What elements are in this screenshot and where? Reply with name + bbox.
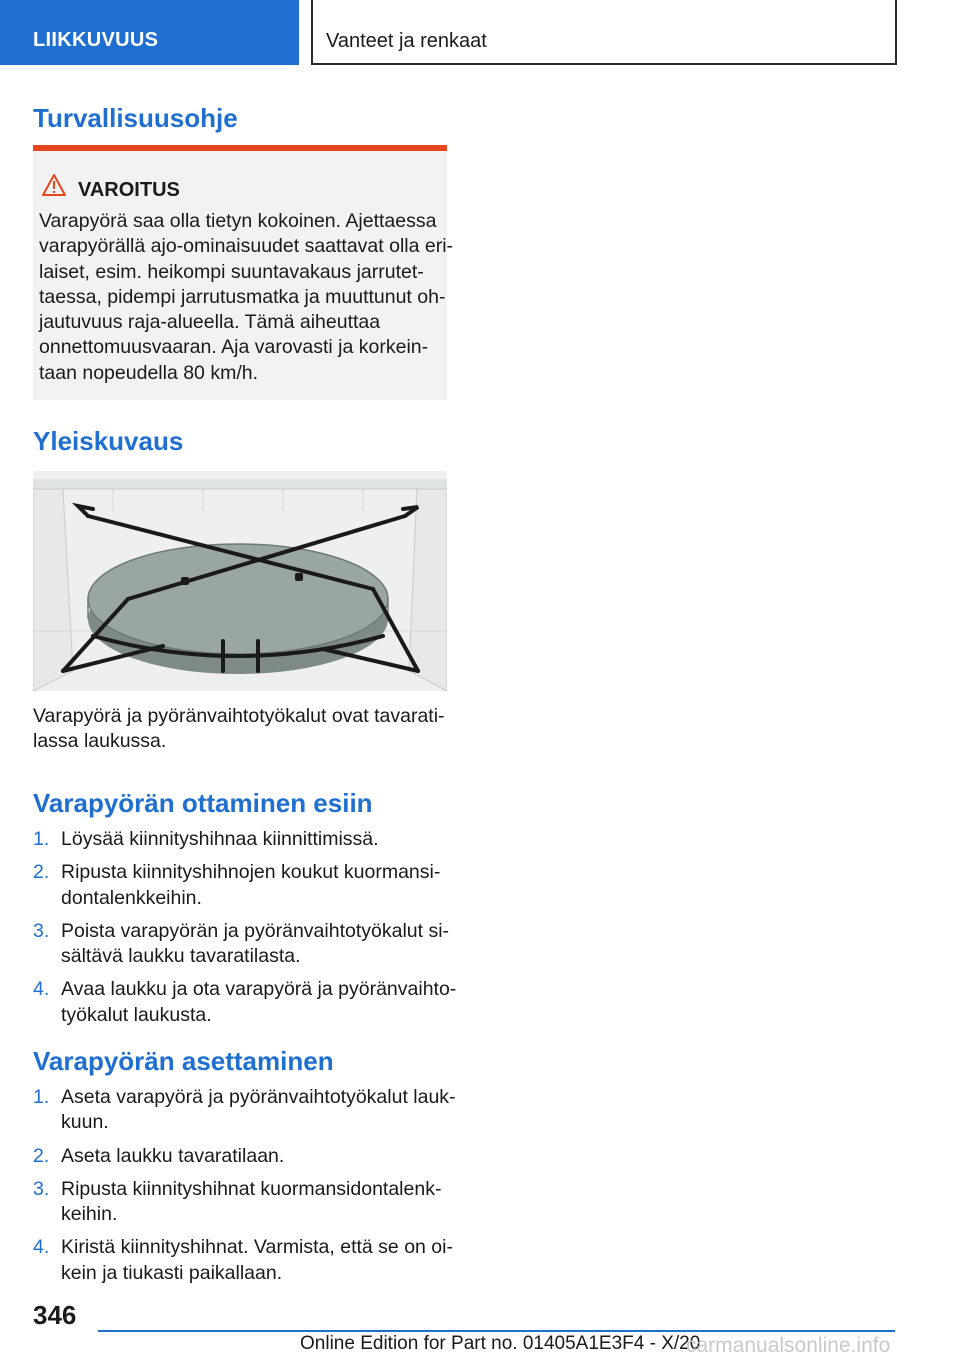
overview-heading: Yleiskuvaus	[33, 426, 184, 456]
step-text: kuun.	[61, 1111, 109, 1134]
watermark: carmanualsonline.info	[686, 1334, 891, 1357]
warning-box	[33, 145, 454, 400]
step-number: 1.	[33, 828, 50, 850]
removal-heading: Varapyörän ottaminen esiin	[33, 788, 373, 818]
chapter-header	[311, 0, 897, 65]
footer-divider	[98, 1330, 895, 1332]
list-item	[33, 827, 453, 852]
spare-wheel-illustration	[33, 471, 447, 691]
step-number: 4.	[33, 978, 50, 1001]
list-item	[33, 1144, 453, 1169]
section-tab	[0, 0, 299, 65]
figure-caption	[33, 704, 447, 755]
list-item	[33, 1085, 456, 1136]
step-text: kein ja tiukasti paikallaan.	[61, 1261, 283, 1284]
list-item	[33, 919, 453, 970]
removal-steps	[33, 827, 457, 1036]
warning-line: jautuvuus raja-alueella. Tämä aiheuttaa	[39, 311, 381, 334]
safety-heading: Turvallisuusohje	[33, 103, 238, 133]
warning-line: varapyörällä ajo-ominaisuudet saattavat olla eri-	[39, 235, 454, 258]
step-number: 2.	[33, 861, 50, 884]
warning-label: VAROITUS	[78, 179, 180, 201]
warning-line: onnettomuusvaaran. Aja varovasti ja korkein-	[39, 336, 429, 359]
chapter-label: Vanteet ja renkaat	[326, 30, 487, 52]
list-item	[33, 1235, 453, 1286]
placement-steps	[33, 1085, 456, 1294]
step-text: Aseta laukku tavaratilaan.	[61, 1144, 285, 1167]
warning-line: laiset, esim. heikompi suuntavakaus jarrutet-	[39, 260, 424, 283]
step-text: Kiristä kiinnityshihnat. Varmista, että se on oi-	[61, 1236, 453, 1259]
step-text: työkalut laukusta.	[61, 1003, 212, 1026]
step-text: Poista varapyörän ja pyöränvaihtotyökalut si-	[61, 919, 450, 942]
step-text: keihin.	[61, 1203, 118, 1226]
page-number: 346	[33, 1300, 77, 1330]
placement-heading: Varapyörän asettaminen	[33, 1046, 334, 1076]
step-number: 3.	[33, 919, 50, 942]
step-number: 1.	[33, 1086, 50, 1108]
step-text: Avaa laukku ja ota varapyörä ja pyöränvaihto-	[61, 978, 457, 1001]
step-text: sältävä laukku tavaratilasta.	[61, 945, 301, 968]
step-text: Aseta varapyörä ja pyöränvaihtotyökalut lauk-	[61, 1086, 456, 1108]
step-number: 2.	[33, 1144, 50, 1167]
edition-text: Online Edition for Part no. 01405A1E3F4 - X/20	[300, 1333, 701, 1354]
warning-line: Varapyörä saa olla tietyn kokoinen. Ajettaessa	[39, 210, 437, 232]
warning-line: taan nopeudella 80 km/h.	[39, 361, 258, 384]
step-text: dontalenkkeihin.	[61, 886, 202, 909]
list-item	[33, 1177, 453, 1228]
caption-line: lassa laukussa.	[33, 730, 167, 753]
warning-triangle-icon	[41, 173, 67, 197]
step-text: Ripusta kiinnityshihnat kuormansidontalenk-	[61, 1177, 442, 1200]
step-text: Löysää kiinnityshihnaa kiinnittimissä.	[61, 828, 379, 850]
step-number: 3.	[33, 1177, 50, 1200]
warning-text	[39, 209, 454, 386]
list-item	[33, 860, 453, 911]
caption-line: Varapyörä ja pyöränvaihtotyökalut ovat tavarati-	[33, 705, 445, 727]
section-label: LIIKKUVUUS	[33, 29, 159, 51]
step-number: 4.	[33, 1236, 50, 1259]
list-item	[33, 977, 457, 1028]
warning-line: taessa, pidempi jarrutusmatka ja muuttunut oh-	[39, 285, 446, 308]
step-text: Ripusta kiinnityshihnojen koukut kuormansi-	[61, 861, 441, 884]
